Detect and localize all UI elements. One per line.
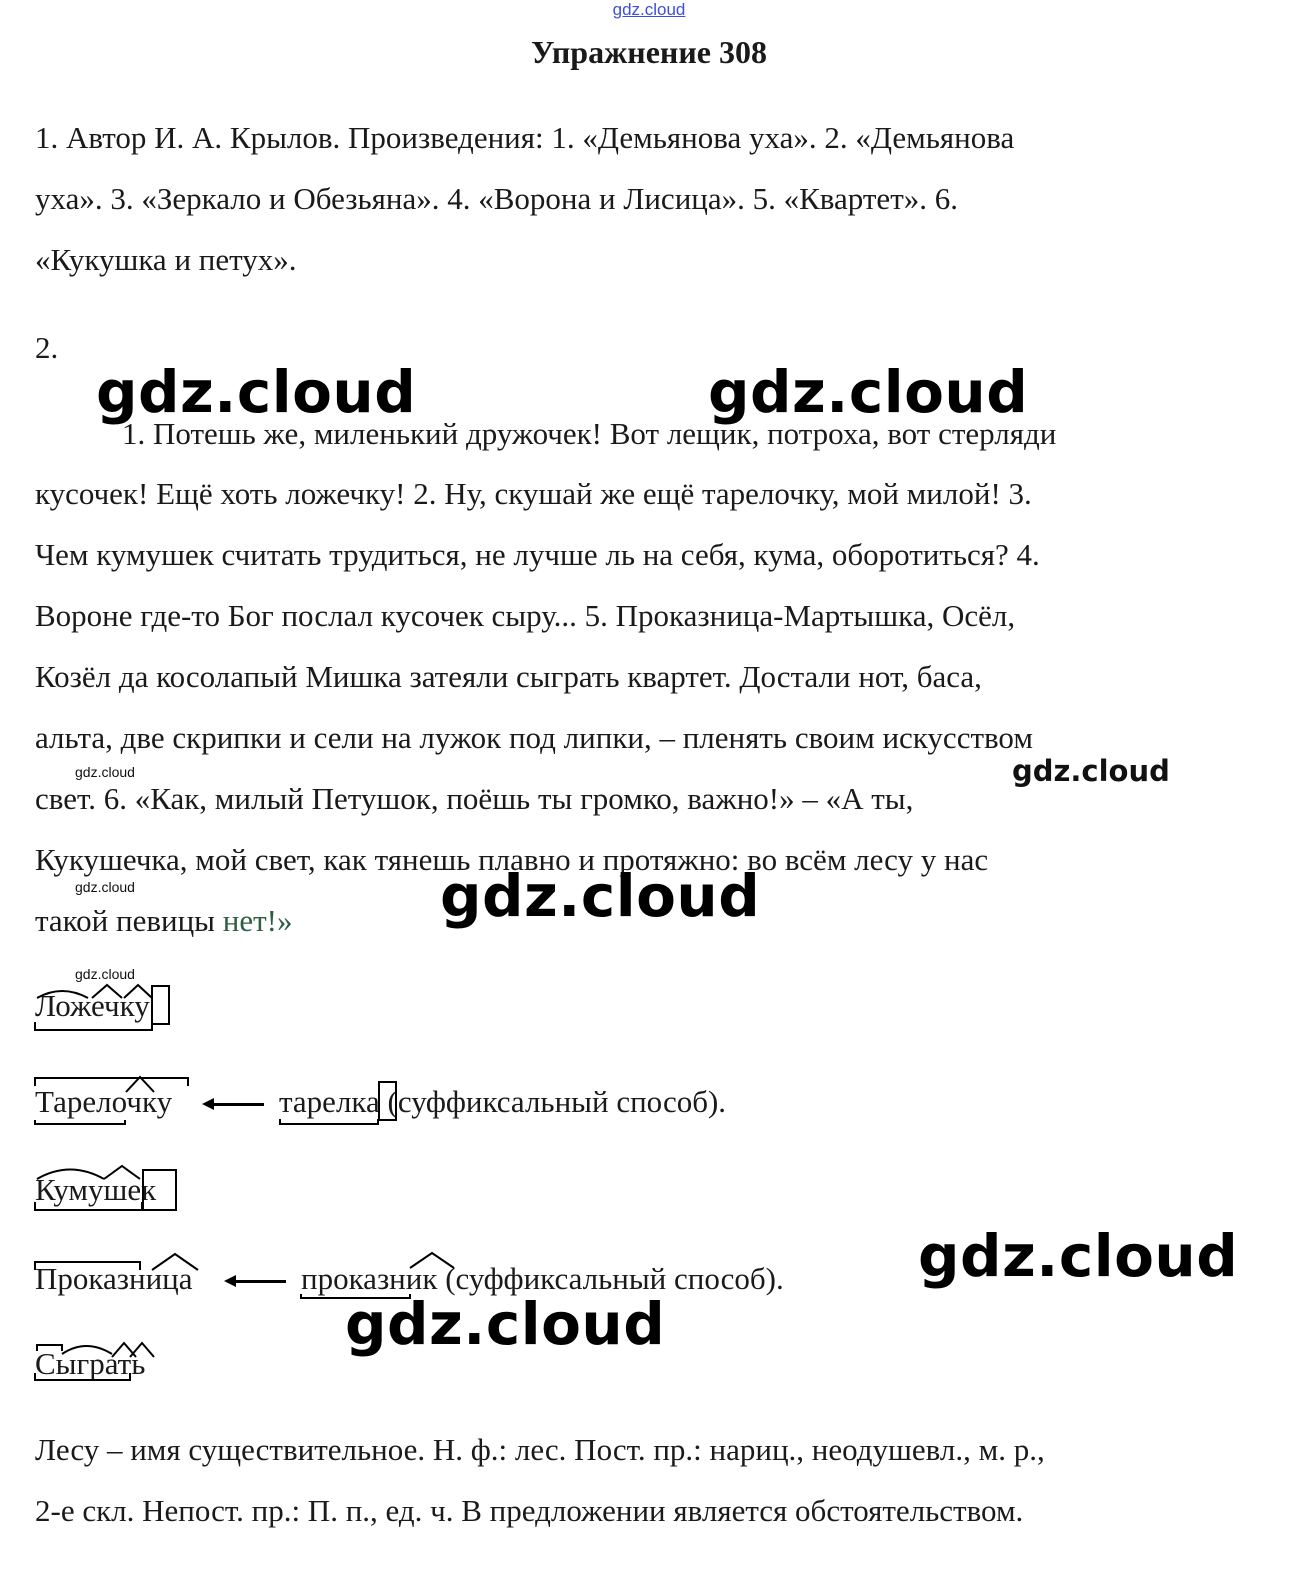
suffix-mark [124,985,152,998]
prefix-mark [37,1345,62,1351]
source-word-prokaznik-text: проказник [301,1261,438,1296]
text-line-5: Козёл да косолапый Мишка затеяли сыграть квартет. Достали нот, баса, [35,659,982,694]
suffix-mark [104,1166,140,1179]
root-mark [280,1119,378,1124]
ending-mark [152,986,169,1024]
watermark-large: gdz.cloud [918,1222,1239,1290]
method-text-1: (суффиксальный способ). [379,1084,727,1119]
method-text-2: (суффиксальный способ). [437,1261,784,1296]
watermark-large: gdz.cloud [96,358,417,426]
suffix-mark [410,1253,454,1268]
part1-line-2: уха». 3. «Зеркало и Обезьяна». 4. «Ворона и Лисица». 5. «Квартет». 6. [35,181,958,216]
ending-mark [379,1082,396,1120]
watermark-small: gdz.cloud [75,966,135,982]
part1-line-1: 1. Автор И. А. Крылов. Произведения: 1. «Демьянова уха». 2. «Демьянова [35,120,1015,155]
watermark-small: gdz.cloud [75,764,135,780]
part2-number: 2. [35,330,59,365]
parsed-word-tarelochku: Тарелочку [35,1084,173,1119]
stem-mark [35,1373,130,1380]
page-title: Упражнение 308 [530,34,767,70]
watermark-medium: gdz.cloud [1012,754,1170,788]
text-line-2: кусочек! Ещё хоть ложечку! 2. Ну, скушай же ещё тарелочку, мой милой! 3. [35,476,1032,511]
parsed-word-lozhechku: Ложечку [35,988,150,1023]
text-line-9-end: нет!» [222,903,293,938]
watermark-large: gdz.cloud [440,862,761,930]
stem-mark [35,1078,188,1086]
parsed-word-kumushek: Кумушек [35,1172,157,1207]
source-word-tarelka-text: тарелка [279,1084,380,1119]
root-mark [62,1346,112,1354]
watermark-top: gdz.cloud [612,0,686,19]
watermark-large: gdz.cloud [708,358,1029,426]
text-line-3: Чем кумушек считать трудиться, не лучше ль на себя, кума, оборотиться? 4. [35,537,1040,572]
text-line-4: Вороне где-то Бог послал кусочек сыру... 5. Проказница-Мартышка, Осёл, [35,598,1016,633]
root-mark [37,991,88,998]
text-line-9-start: такой певицы [35,903,223,938]
analysis-line-2: 2-е скл. Непост. пр.: П. п., ед. ч. В предложении является обстоятельством. [35,1493,1024,1528]
analysis-line-1: Лесу – имя существительное. Н. ф.: лес. Пост. пр.: нариц., неодушевл., м. р., [35,1432,1045,1467]
text-line-7: свет. 6. «Как, милый Петушок, поёшь ты громко, важно!» – «А ты, [35,781,914,816]
text-line-1: 1. Потешь же, миленький дружочек! Вот лещик, потроха, вот стерляди [122,416,1057,451]
stem-mark [35,1202,142,1210]
suffix-mark [126,1077,154,1092]
root-mark [35,1120,125,1124]
parsed-word-sygrat: Сыграть [35,1346,146,1381]
stem-mark [35,1022,152,1030]
part1-line-3: «Кукушка и петух». [35,242,297,277]
watermark-small: gdz.cloud [75,879,135,895]
parsed-word-prokaznitsa: Проказница [35,1261,193,1296]
text-line-6: альта, две скрипки и сели на лужок под липки, – пленять своим искусством [35,720,1033,755]
ending-mark [143,1170,176,1210]
root-mark [37,1170,104,1180]
stem-mark [35,1262,140,1270]
suffix-mark [152,1254,198,1270]
watermark-large: gdz.cloud [345,1290,666,1358]
suffix-mark [92,985,122,998]
text-line-8: Кукушечка, мой свет, как тянешь плавно и протяжно: во всём лесу у нас [35,842,989,877]
